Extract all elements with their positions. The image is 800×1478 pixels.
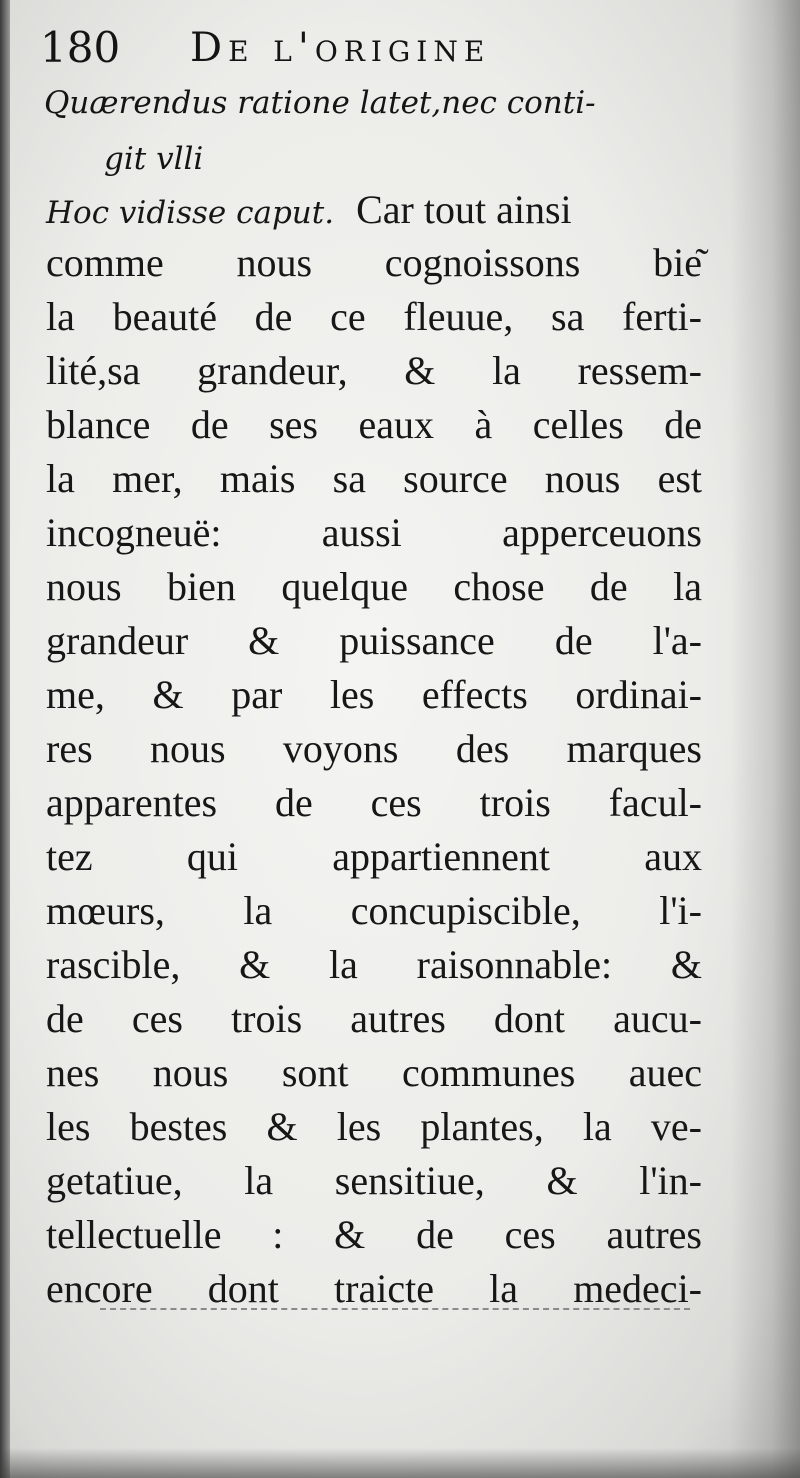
text-line: apparentes de ces trois facul- bbox=[46, 780, 702, 825]
latin-verse-line-2: git vlli bbox=[104, 141, 204, 177]
text-line: la mer, mais sa source nous est bbox=[46, 456, 702, 501]
text-line: encore dont traicte la medeci- bbox=[46, 1266, 702, 1311]
running-head: De l'origine bbox=[190, 25, 491, 71]
page-bottom-shadow bbox=[0, 1448, 800, 1478]
text-line: la beauté de ce fleuue, sa ferti- bbox=[46, 294, 702, 339]
text-line: blance de ses eaux à celles de bbox=[46, 402, 702, 447]
latin-verse-line-3: Hoc vidisse caput. bbox=[46, 195, 335, 231]
text-line: getatiue, la sensitiue, & l'in- bbox=[46, 1158, 702, 1203]
text-line: tez qui appartiennent aux bbox=[46, 834, 702, 879]
text-line: les bestes & les plantes, la ve- bbox=[46, 1104, 702, 1149]
text-line: grandeur & puissance de l'a- bbox=[46, 618, 702, 663]
latin-verse-line-1: Quærendus ratione latet,nec conti- bbox=[44, 85, 596, 121]
text-line: me, & par les effects ordinai- bbox=[46, 672, 702, 717]
text-line: tellectuelle : & de ces autres bbox=[46, 1212, 702, 1257]
text-line: res nous voyons des marques bbox=[46, 726, 702, 771]
text-line: rascible, & la raisonnable: & bbox=[46, 942, 702, 987]
text-line: nes nous sont communes auec bbox=[46, 1050, 702, 1095]
text-line-first bbox=[46, 183, 702, 237]
text-line: mœurs, la concupiscible, l'i- bbox=[46, 888, 702, 933]
text-line: nous bien quelque chose de la bbox=[46, 564, 702, 609]
text-line: comme nous cognoissons bie͂ bbox=[46, 240, 702, 285]
page-header bbox=[40, 22, 700, 74]
page-edge-shadow bbox=[730, 0, 800, 1478]
page-gutter-shadow bbox=[0, 0, 10, 1478]
page-number: 180 bbox=[40, 23, 121, 72]
text-line: de ces trois autres dont aucu- bbox=[46, 996, 702, 1041]
page-bottom-rule bbox=[100, 1308, 690, 1310]
prose-start: Car tout ainsi bbox=[356, 187, 572, 232]
text-line: lité,sa grandeur, & la ressem- bbox=[46, 348, 702, 393]
text-line: incogneuë: aussi apperceuons bbox=[46, 510, 702, 555]
